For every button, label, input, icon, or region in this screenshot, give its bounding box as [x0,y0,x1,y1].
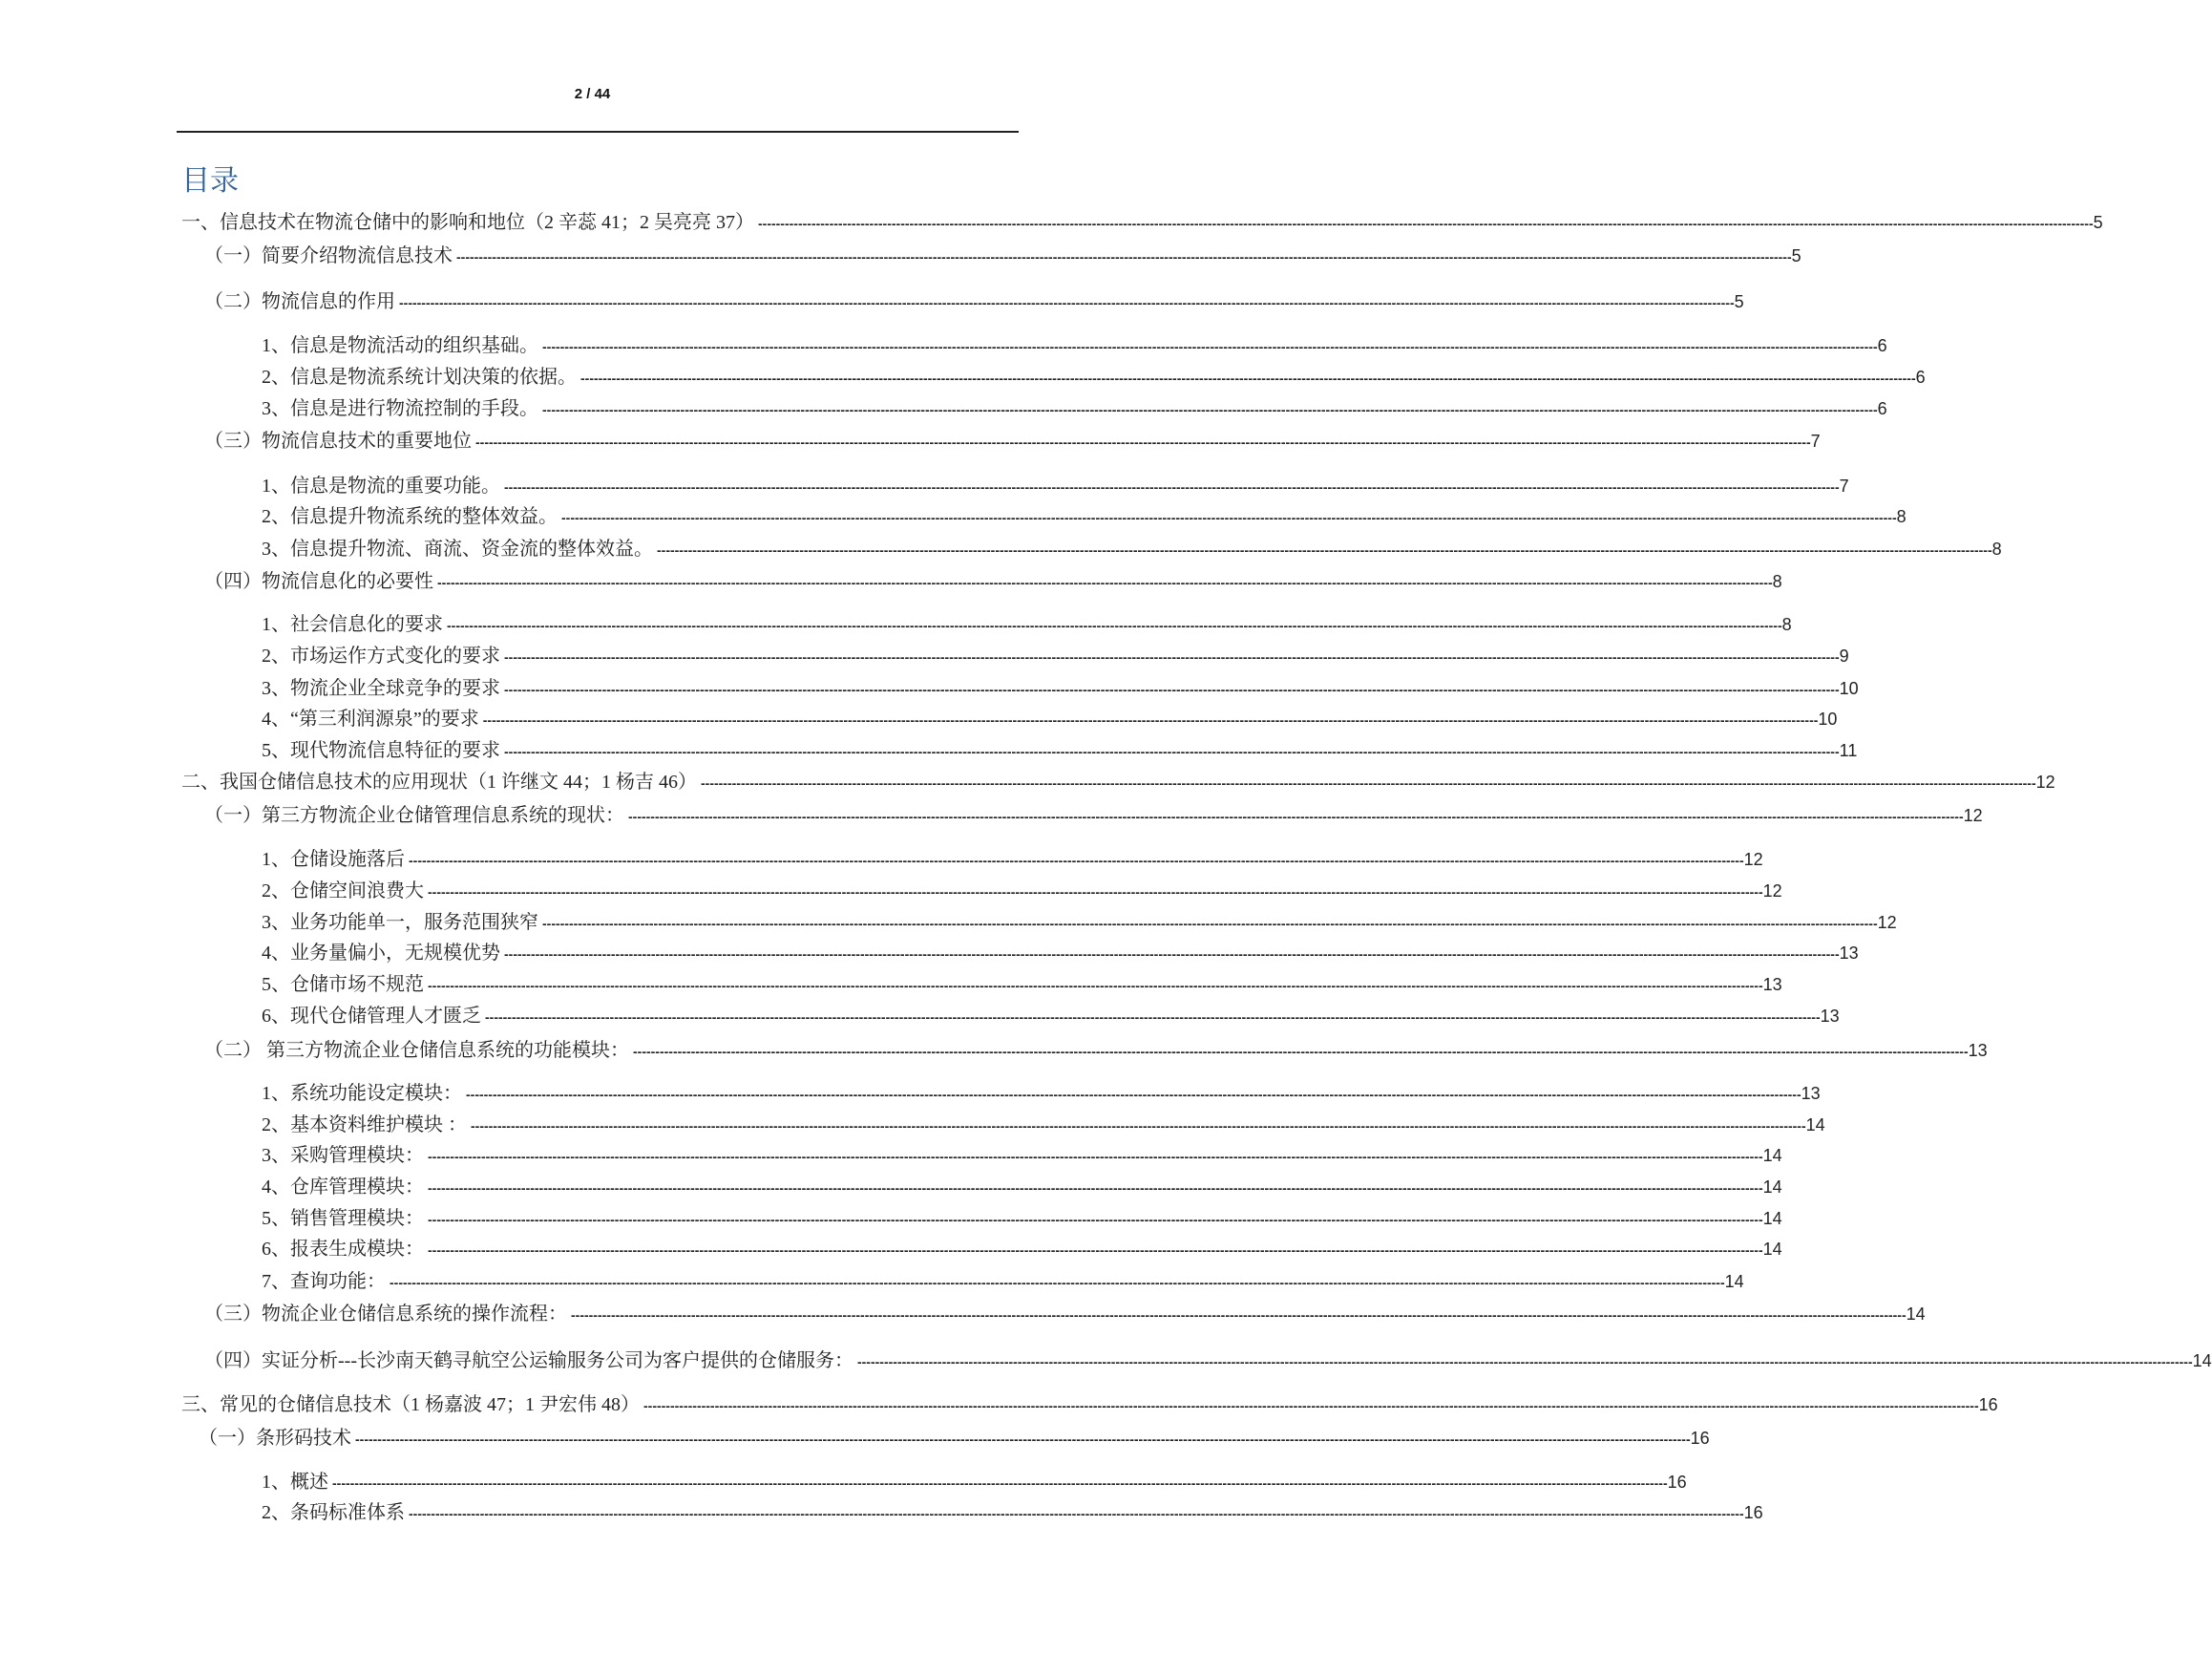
toc-entry-page: 16 [1690,1429,1710,1448]
toc-entry-label: 1、仓储设施落后 [262,849,405,870]
toc-entry-label: 1、信息是物流的重要功能。 [262,476,500,497]
toc-entry-label: 3、物流企业全球竞争的要求 [262,678,500,699]
toc-entry[interactable] [262,474,1849,498]
toc-leader-dashes: ------------------------------------------------------------------------------------------------------------------------------------------------------------------------------------------------------------------------------------------------------------------------------------------------------------ [428,1149,1763,1164]
header-divider [177,131,1019,133]
toc-leader-dashes: ------------------------------------------------------------------------------------------------------------------------------------------------------------------------------------------------------------------------------------------------------------------------------------------------------------ [428,1212,1763,1227]
toc-entry-page: 11 [1839,741,1858,760]
toc-entry-label: 1、信息是物流活动的组织基础。 [262,335,538,356]
toc-leader-dashes: ------------------------------------------------------------------------------------------------------------------------------------------------------------------------------------------------------------------------------------------------------------------------------------------------------------ [428,884,1763,900]
toc-leader-dashes: ------------------------------------------------------------------------------------------------------------------------------------------------------------------------------------------------------------------------------------------------------------------------------------------------------------ [561,510,1897,525]
toc-entry[interactable] [181,770,2055,795]
toc-entry[interactable] [204,429,1821,454]
toc-entry[interactable] [262,879,1782,903]
toc-leader-dashes: ------------------------------------------------------------------------------------------------------------------------------------------------------------------------------------------------------------------------------------------------------------------------------------------------------------ [428,1180,1763,1196]
toc-entry[interactable] [262,1081,1821,1106]
toc-entry[interactable] [204,803,1983,828]
toc-entry-page: 8 [1781,615,1792,634]
toc-leader-dashes: ------------------------------------------------------------------------------------------------------------------------------------------------------------------------------------------------------------------------------------------------------------------------------------------------------------ [482,712,1819,728]
toc-leader-dashes: ------------------------------------------------------------------------------------------------------------------------------------------------------------------------------------------------------------------------------------------------------------------------------------------------------------ [628,809,1964,824]
toc-leader-dashes: ------------------------------------------------------------------------------------------------------------------------------------------------------------------------------------------------------------------------------------------------------------------------------------------------------------ [657,542,1992,558]
toc-entry-label: 2、基本资料维护模块 ： [262,1114,467,1135]
toc-entry-label: 5、销售管理模块： [262,1208,424,1229]
toc-leader-dashes: ------------------------------------------------------------------------------------------------------------------------------------------------------------------------------------------------------------------------------------------------------------------------------------------------------------ [409,853,1744,868]
toc-entry-page: 7 [1810,432,1821,451]
toc-entry-page: 13 [1839,944,1859,963]
toc-leader-dashes: ------------------------------------------------------------------------------------------------------------------------------------------------------------------------------------------------------------------------------------------------------------------------------------------------------------ [399,295,1735,310]
toc-entry[interactable] [262,1500,1763,1525]
toc-title: 目录 [181,165,239,197]
toc-entry-page: 7 [1839,477,1849,496]
toc-leader-dashes: ------------------------------------------------------------------------------------------------------------------------------------------------------------------------------------------------------------------------------------------------------------------------------------------------------------ [475,435,1811,450]
page-indicator: 2 / 44 [574,86,611,102]
toc-entry[interactable] [262,1269,1744,1294]
toc-entry[interactable] [262,1004,1840,1028]
toc-leader-dashes: ------------------------------------------------------------------------------------------------------------------------------------------------------------------------------------------------------------------------------------------------------------------------------------------------------------ [504,744,1840,759]
toc-entry-label: （三）物流企业仓储信息系统的操作流程： [204,1304,567,1325]
toc-entry-page: 9 [1839,647,1849,666]
toc-entry[interactable] [262,537,2002,562]
toc-entry-label: 1、社会信息化的要求 [262,614,443,635]
toc-entry[interactable] [262,1206,1782,1231]
toc-entry-page: 14 [1762,1146,1782,1165]
toc-leader-dashes: ------------------------------------------------------------------------------------------------------------------------------------------------------------------------------------------------------------------------------------------------------------------------------------------------------------ [447,618,1782,633]
toc-entry-page: 5 [1734,292,1744,311]
toc-leader-dashes: ------------------------------------------------------------------------------------------------------------------------------------------------------------------------------------------------------------------------------------------------------------------------------------------------------------ [633,1044,1969,1059]
toc-entry-label: （四）实证分析---长沙南天鹤寻航空公运输服务公司为客户提供的仓储服务： [204,1350,853,1371]
toc-leader-dashes: ------------------------------------------------------------------------------------------------------------------------------------------------------------------------------------------------------------------------------------------------------------------------------------------------------------ [471,1118,1806,1134]
toc-entry-label: 三、常见的仓储信息技术（1 杨嘉波 47；1 尹宏伟 48） [181,1394,640,1415]
toc-entry-page: 6 [1877,399,1887,418]
toc-entry-page: 8 [1991,540,2002,559]
toc-entry-page: 10 [1818,710,1838,729]
toc-entry-label: 2、仓储空间浪费大 [262,880,424,901]
toc-entry[interactable] [204,1348,2212,1373]
toc-entry-page: 14 [1724,1272,1744,1291]
toc-entry-label: 4、“第三利润源泉”的要求 [262,709,479,730]
toc-leader-dashes: ------------------------------------------------------------------------------------------------------------------------------------------------------------------------------------------------------------------------------------------------------------------------------------------------------------ [758,216,2094,231]
toc-entry[interactable] [199,1426,1710,1451]
toc-entry[interactable] [262,396,1887,421]
toc-leader-dashes: ------------------------------------------------------------------------------------------------------------------------------------------------------------------------------------------------------------------------------------------------------------------------------------------------------------ [456,249,1792,265]
toc-entry-label: 5、现代物流信息特征的要求 [262,740,500,761]
toc-leader-dashes: ------------------------------------------------------------------------------------------------------------------------------------------------------------------------------------------------------------------------------------------------------------------------------------------------------------ [437,575,1773,590]
toc-entry-label: （一）简要介绍物流信息技术 [204,245,453,266]
toc-entry[interactable] [262,504,1907,529]
toc-entry-page: 12 [1877,913,1897,932]
toc-leader-dashes: ------------------------------------------------------------------------------------------------------------------------------------------------------------------------------------------------------------------------------------------------------------------------------------------------------------ [428,1242,1763,1258]
toc-entry-label: 二、我国仓储信息技术的应用现状（1 许继文 44；1 杨吉 46） [181,772,697,793]
toc-entry-page: 16 [1667,1473,1687,1492]
toc-entry-page: 14 [1762,1177,1782,1197]
toc-entry[interactable] [262,1143,1782,1168]
toc-entry-label: 2、条码标准体系 [262,1502,405,1523]
toc-entry-label: 一、信息技术在物流仓储中的影响和地位（2 辛蕊 41；2 吴亮亮 37） [181,212,754,233]
toc-leader-dashes: ------------------------------------------------------------------------------------------------------------------------------------------------------------------------------------------------------------------------------------------------------------------------------------------------------------ [542,916,1878,931]
toc-entry-page: 10 [1839,679,1859,698]
toc-leader-dashes: ------------------------------------------------------------------------------------------------------------------------------------------------------------------------------------------------------------------------------------------------------------------------------------------------------------ [580,371,1916,386]
toc-leader-dashes: ------------------------------------------------------------------------------------------------------------------------------------------------------------------------------------------------------------------------------------------------------------------------------------------------------------ [856,1354,2193,1369]
toc-entry-page: 6 [1915,368,1926,387]
toc-entry-page: 5 [2093,213,2103,232]
toc-entry-page: 12 [1743,850,1763,869]
toc-entry[interactable] [262,707,1838,731]
toc-entry[interactable] [262,847,1763,872]
toc-entry-page: 16 [1978,1395,1998,1414]
toc-entry-label: 7、查询功能： [262,1271,386,1292]
toc-entry-page: 16 [1743,1503,1763,1522]
toc-entry-page: 14 [1906,1304,1926,1324]
toc-leader-dashes: ------------------------------------------------------------------------------------------------------------------------------------------------------------------------------------------------------------------------------------------------------------------------------------------------------------ [409,1506,1744,1521]
toc-entry-label: 2、市场运作方式变化的要求 [262,646,500,667]
toc-entry-label: 4、仓库管理模块： [262,1177,424,1198]
toc-leader-dashes: ------------------------------------------------------------------------------------------------------------------------------------------------------------------------------------------------------------------------------------------------------------------------------------------------------------ [504,682,1840,697]
toc-entry-label: 4、业务量偏小，无规模优势 [262,943,500,964]
toc-entry-label: 3、信息提升物流、商流、资金流的整体效益。 [262,539,653,560]
toc-entry[interactable] [262,972,1782,997]
toc-entry-page: 13 [1968,1041,1988,1060]
toc-entry[interactable] [262,941,1859,965]
toc-entry-page: 5 [1791,246,1801,265]
toc-entry-label: （三）物流信息技术的重要地位 [204,431,472,452]
toc-entry[interactable] [204,289,1744,314]
toc-entry-label: 1、概述 [262,1472,328,1493]
toc-entry[interactable] [204,1302,1926,1326]
toc-entry-page: 14 [1762,1240,1782,1259]
toc-entry-page: 14 [2192,1351,2212,1370]
toc-entry-page: 14 [1762,1209,1782,1228]
toc-entry-page: 14 [1805,1115,1825,1134]
toc-entry-label: 2、信息是物流系统计划决策的依据。 [262,367,577,388]
toc-entry-label: 3、业务功能单一，服务范围狭窄 [262,912,538,933]
toc-entry-page: 8 [1772,572,1782,591]
toc-entry[interactable] [262,676,1859,701]
toc-entry-label: （二） 第三方物流企业仓储信息系统的功能模块： [204,1040,629,1061]
toc-leader-dashes: ------------------------------------------------------------------------------------------------------------------------------------------------------------------------------------------------------------------------------------------------------------------------------------------------------------ [428,978,1763,993]
toc-entry-label: （四）物流信息化的必要性 [204,571,433,592]
toc-leader-dashes: ------------------------------------------------------------------------------------------------------------------------------------------------------------------------------------------------------------------------------------------------------------------------------------------------------------ [390,1275,1725,1290]
toc-entry-page: 13 [1801,1084,1821,1103]
toc-leader-dashes: ------------------------------------------------------------------------------------------------------------------------------------------------------------------------------------------------------------------------------------------------------------------------------------------------------------ [504,649,1840,665]
toc-entry-label: 6、报表生成模块： [262,1239,424,1260]
toc-entry-label: 1、系统功能设定模块： [262,1083,462,1104]
toc-entry[interactable] [262,612,1792,637]
toc-leader-dashes: ------------------------------------------------------------------------------------------------------------------------------------------------------------------------------------------------------------------------------------------------------------------------------------------------------------ [571,1307,1907,1323]
toc-entry-page: 6 [1877,336,1887,355]
toc-entry[interactable] [181,210,2103,235]
toc-leader-dashes: ------------------------------------------------------------------------------------------------------------------------------------------------------------------------------------------------------------------------------------------------------------------------------------------------------------ [701,775,2036,791]
toc-entry[interactable] [262,1175,1782,1199]
toc-entry-page: 13 [1820,1007,1840,1026]
toc-leader-dashes: ------------------------------------------------------------------------------------------------------------------------------------------------------------------------------------------------------------------------------------------------------------------------------------------------------------ [643,1398,1979,1413]
toc-leader-dashes: ------------------------------------------------------------------------------------------------------------------------------------------------------------------------------------------------------------------------------------------------------------------------------------------------------------ [504,946,1840,962]
toc-leader-dashes: ------------------------------------------------------------------------------------------------------------------------------------------------------------------------------------------------------------------------------------------------------------------------------------------------------------ [485,1009,1821,1025]
toc-entry[interactable] [204,244,1801,268]
toc-leader-dashes: ------------------------------------------------------------------------------------------------------------------------------------------------------------------------------------------------------------------------------------------------------------------------------------------------------------ [466,1087,1801,1102]
toc-entry-label: （一）第三方物流企业仓储管理信息系统的现状： [204,805,624,826]
toc-entry[interactable] [262,1470,1687,1495]
toc-entry[interactable] [262,910,1897,935]
toc-entry[interactable] [262,1237,1782,1262]
toc-leader-dashes: ------------------------------------------------------------------------------------------------------------------------------------------------------------------------------------------------------------------------------------------------------------------------------------------------------------ [355,1431,1691,1447]
toc-leader-dashes: ------------------------------------------------------------------------------------------------------------------------------------------------------------------------------------------------------------------------------------------------------------------------------------------------------------ [542,339,1878,354]
toc-entry-label: 2、信息提升物流系统的整体效益。 [262,506,558,527]
toc-entry-label: （一）条形码技术 [199,1428,351,1449]
toc-leader-dashes: ------------------------------------------------------------------------------------------------------------------------------------------------------------------------------------------------------------------------------------------------------------------------------------------------------------ [504,479,1840,495]
toc-entry[interactable] [204,569,1782,594]
toc-leader-dashes: ------------------------------------------------------------------------------------------------------------------------------------------------------------------------------------------------------------------------------------------------------------------------------------------------------------ [332,1475,1668,1491]
toc-entry[interactable] [204,1038,1988,1063]
toc-entry[interactable] [262,644,1849,668]
toc-entry[interactable] [262,365,1926,390]
toc-entry-page: 12 [2035,773,2055,792]
toc-entry[interactable] [262,738,1858,763]
toc-entry-page: 12 [1963,806,1983,825]
toc-entry[interactable] [262,333,1887,358]
toc-leader-dashes: ------------------------------------------------------------------------------------------------------------------------------------------------------------------------------------------------------------------------------------------------------------------------------------------------------------ [542,402,1878,417]
toc-entry-label: 5、仓储市场不规范 [262,974,424,995]
toc-entry-page: 8 [1896,507,1907,526]
toc-entry-page: 12 [1762,881,1782,901]
toc-entry-label: （二）物流信息的作用 [204,291,395,312]
toc-entry-label: 3、采购管理模块： [262,1145,424,1166]
toc-entry[interactable] [181,1392,1998,1417]
toc-entry-label: 3、信息是进行物流控制的手段。 [262,398,538,419]
toc-entry-page: 13 [1762,975,1782,994]
toc-entry-label: 6、现代仓储管理人才匮乏 [262,1006,481,1027]
toc-entry[interactable] [262,1113,1825,1137]
